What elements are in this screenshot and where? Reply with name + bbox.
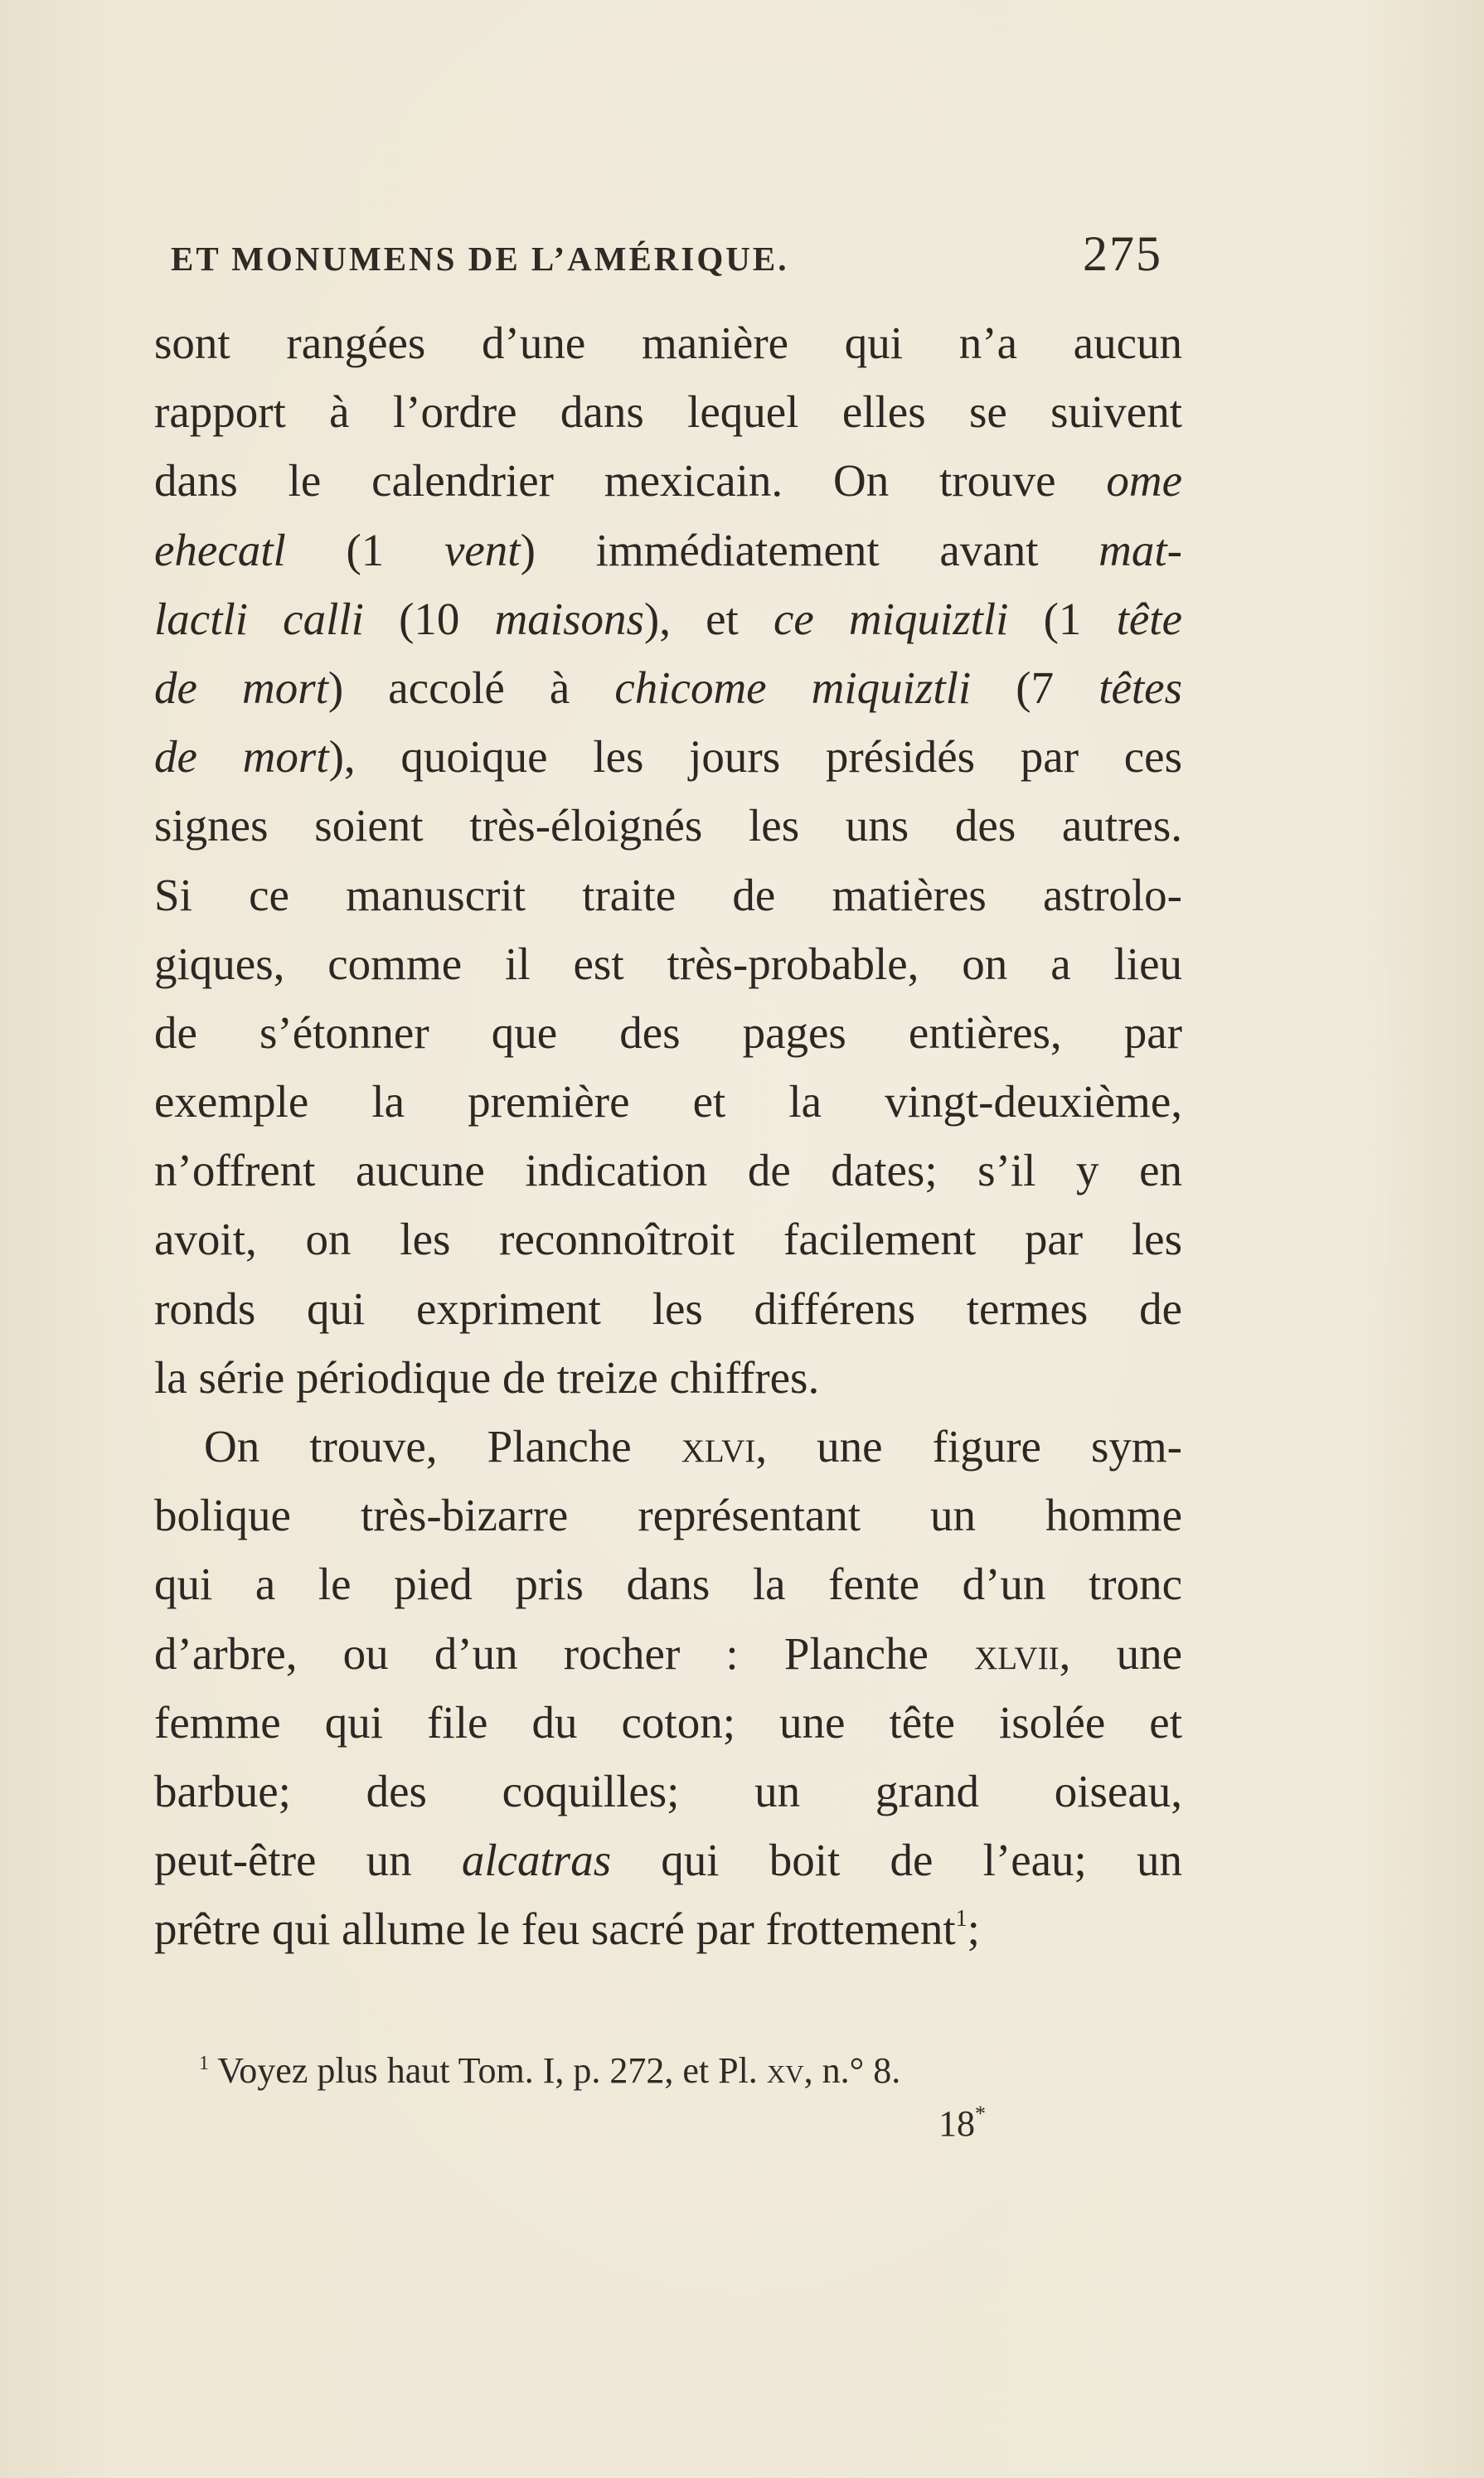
text-segment: ; <box>967 1903 980 1955</box>
text-segment: ce miquiztli <box>773 593 1009 644</box>
text-segment: signes soient très-éloignés les uns des autres. <box>154 800 1182 851</box>
text-line <box>154 653 1182 722</box>
text-segment: (1 <box>1008 593 1117 644</box>
text-segment: (7 <box>971 662 1099 713</box>
text-segment: On trouve, Planche <box>204 1421 681 1472</box>
text-segment: (10 <box>363 593 495 644</box>
text-line <box>154 1205 1182 1273</box>
text-segment: prêtre qui allume le feu sacré par frottement <box>154 1903 956 1955</box>
text-segment: avoit, on les reconnoîtroit facilement par les <box>154 1214 1182 1265</box>
text-segment: qui a le pied pris dans la fente d’un tronc <box>154 1559 1182 1610</box>
text-segment: barbue; des coquilles; un grand oiseau, <box>154 1765 1182 1816</box>
text-line <box>154 1343 1182 1412</box>
text-segment: n’offrent aucune indication de dates; s’il y en <box>154 1145 1182 1196</box>
text-line <box>154 1619 1182 1688</box>
text-segment: (1 <box>285 524 444 575</box>
text-segment: ), quoique les jours présidés par ces <box>328 731 1182 783</box>
text-line <box>154 791 1182 860</box>
text-segment: tête <box>1116 593 1182 644</box>
text-line <box>154 722 1182 791</box>
text-line <box>154 861 1182 929</box>
text-segment: la série périodique de treize chiffres. <box>154 1351 820 1403</box>
text-line <box>154 1136 1182 1205</box>
text-line <box>154 516 1182 584</box>
footnote-reference: 1 <box>955 1906 968 1932</box>
text-line <box>154 308 1182 377</box>
text-line <box>154 377 1182 446</box>
text-segment: mat- <box>1098 524 1182 575</box>
text-line <box>154 1274 1182 1343</box>
text-segment: ehecatl <box>154 524 286 575</box>
footnote-text-before: Voyez plus haut Tom. I, p. 272, et Pl. <box>209 2050 767 2091</box>
text-line <box>154 584 1182 653</box>
text-segment: femme qui file du coton; une tête isolée et <box>154 1696 1182 1748</box>
text-segment: xlvii <box>974 1627 1060 1679</box>
signature-star: * <box>975 2102 986 2126</box>
text-segment: xlvi <box>681 1421 756 1472</box>
text-segment: giques, comme il est très-probable, on a lieu <box>154 938 1182 989</box>
text-segment: , une figure sym- <box>755 1421 1182 1472</box>
text-segment: ) immédiatement avant <box>520 524 1099 575</box>
text-line <box>154 1481 1182 1549</box>
text-line <box>154 446 1182 515</box>
page-number: 275 <box>1083 226 1162 281</box>
footnote-marker: 1 <box>199 2053 209 2074</box>
text-segment: ome <box>1106 455 1182 507</box>
text-segment: peut-être un <box>154 1835 462 1886</box>
text-line <box>154 1412 1182 1481</box>
text-line <box>154 998 1182 1067</box>
text-segment: ), et <box>643 593 774 644</box>
text-line <box>154 1757 1182 1826</box>
text-segment: de mort <box>154 662 328 713</box>
text-segment: vent <box>444 524 521 575</box>
text-segment: chicome miquiztli <box>614 662 972 713</box>
text-segment: rapport à l’ordre dans lequel elles se suivent <box>154 386 1182 438</box>
text-line <box>154 1688 1182 1757</box>
text-segment: ronds qui expriment les différens termes de <box>154 1283 1182 1334</box>
text-segment: Si ce manuscrit traite de matières astrolo- <box>154 869 1182 920</box>
text-segment: sont rangées d’une manière qui n’a aucun <box>154 318 1182 368</box>
text-segment: exemple la première et la vingt-deuxième, <box>154 1076 1182 1127</box>
text-line <box>154 1067 1182 1136</box>
text-segment: dans le calendrier mexicain. On trouve <box>154 455 1107 507</box>
footnote-plate-number: xv <box>766 2050 804 2091</box>
text-segment: , une <box>1059 1627 1182 1679</box>
text-segment: de mort <box>154 731 329 783</box>
text-line <box>154 1826 1182 1894</box>
text-line <box>154 1549 1182 1618</box>
text-segment: bolique très-bizarre représentant un homme <box>154 1490 1182 1541</box>
text-segment: d’arbre, ou d’un rocher : Planche <box>154 1627 975 1679</box>
body-text <box>154 308 1182 1964</box>
text-segment: maisons <box>494 593 644 644</box>
running-head: ET MONUMENS DE L’AMÉRIQUE. <box>171 240 789 278</box>
text-segment: de s’étonner que des pages entières, par <box>154 1006 1182 1058</box>
text-segment: ) accolé à <box>327 662 615 713</box>
text-segment: têtes <box>1098 662 1182 713</box>
signature-number: 18 <box>938 2103 975 2144</box>
text-line <box>154 1894 1182 1963</box>
text-line <box>154 929 1182 998</box>
footnote-text-after: , n.° 8. <box>803 2050 901 2091</box>
text-segment: lactli calli <box>154 593 364 644</box>
signature-mark <box>938 2102 986 2145</box>
text-segment: alcatras <box>461 1835 612 1886</box>
text-segment: qui boit de l’eau; un <box>611 1835 1182 1886</box>
footnote <box>199 2049 900 2092</box>
